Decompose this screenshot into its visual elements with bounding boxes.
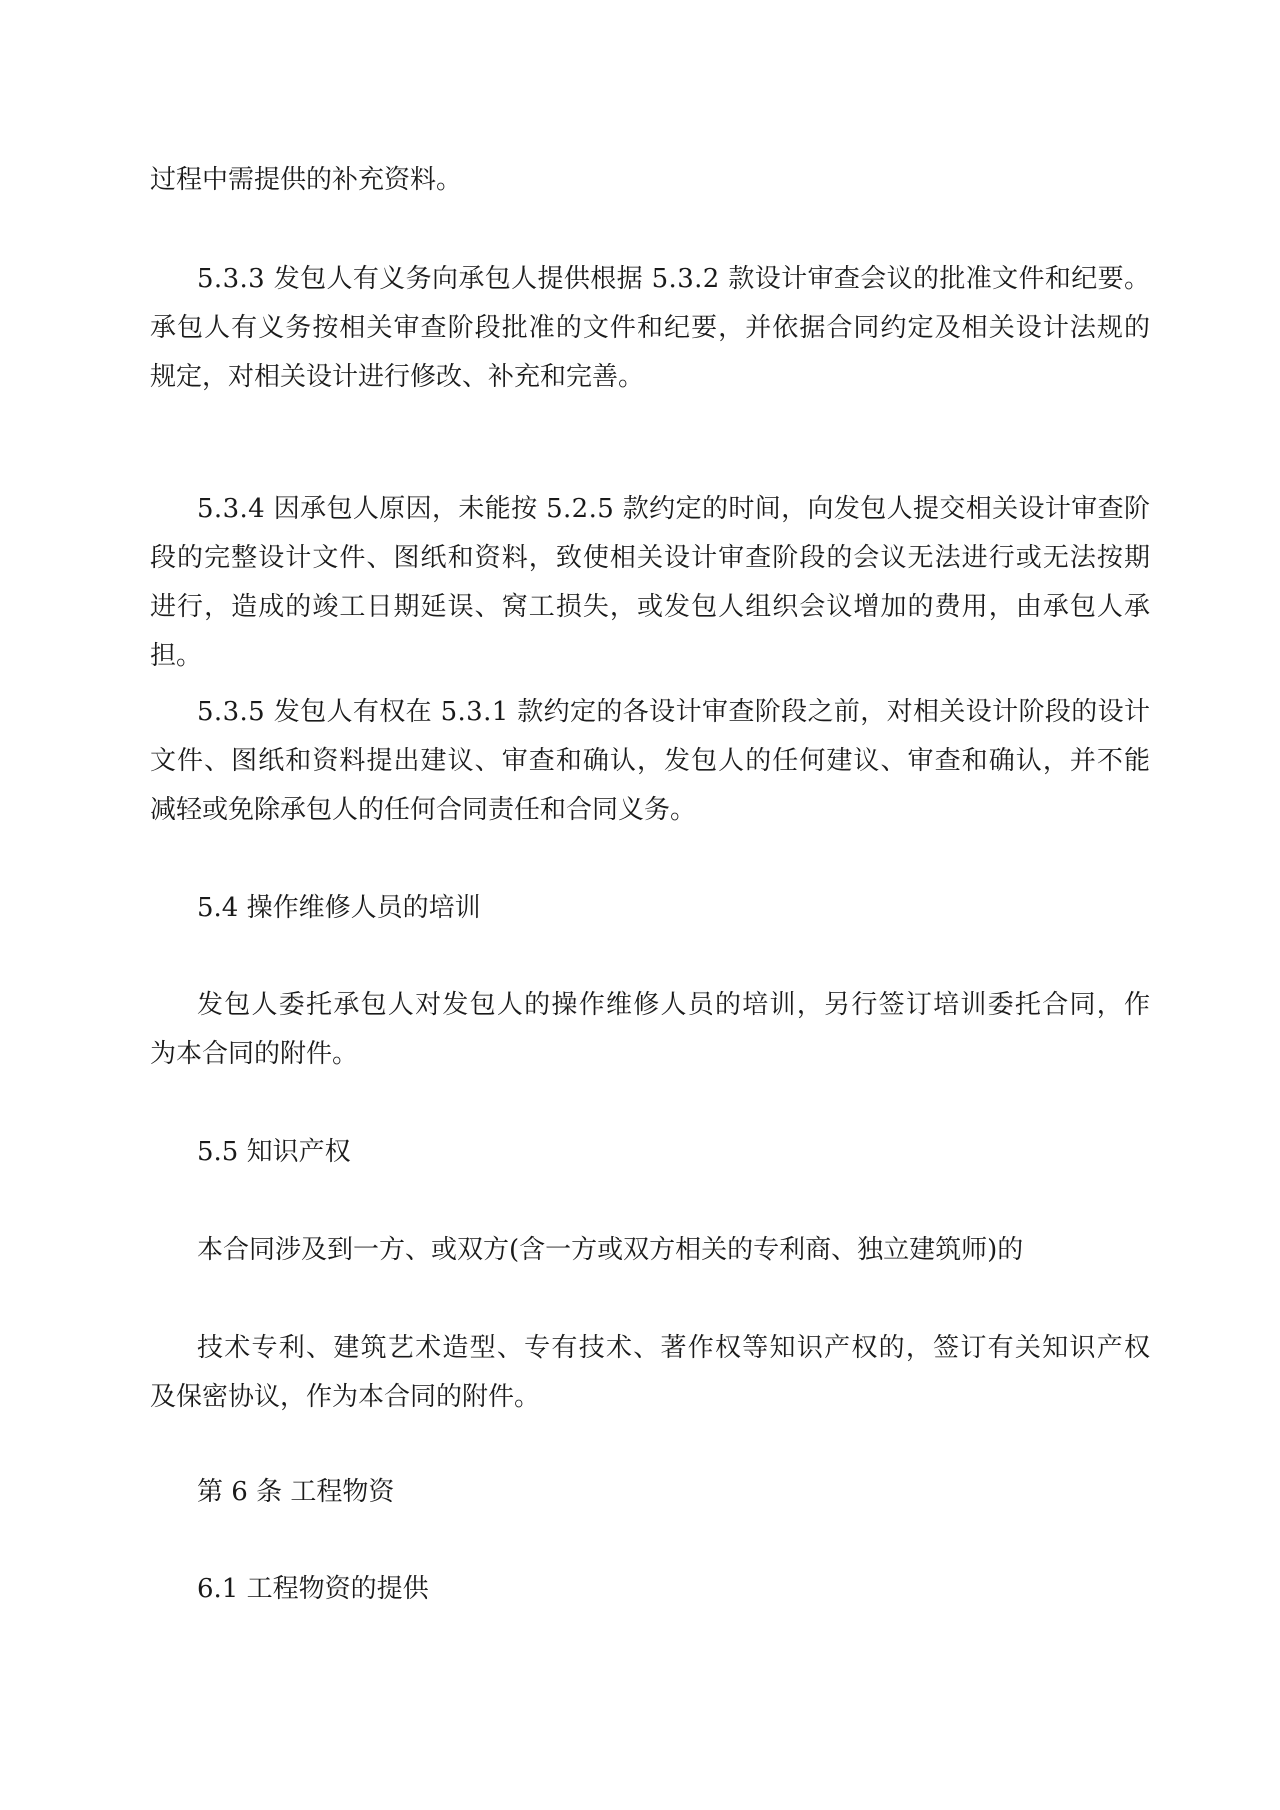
paragraph-line-row: [150, 884, 1150, 933]
paragraph-line: 5.3.3 发包人有义务向承包人提供根据 5.3.2 款设计审查会议的批准文件和纪要。: [197, 264, 1151, 294]
paragraph-line-row: [150, 304, 1150, 353]
paragraph-line: 技术专利、建筑艺术造型、专有技术、著作权等知识产权的，签订有关知识产权: [197, 1333, 1152, 1363]
paragraph-line-row: [150, 534, 1150, 583]
paragraph: [150, 156, 1150, 205]
paragraph-line: 规定，对相关设计进行修改、补充和完善。: [150, 362, 645, 392]
paragraph-line: 过程中需提供的补充资料。: [150, 165, 463, 195]
paragraph-line: 发包人委托承包人对发包人的操作维修人员的培训，另行签订培训委托合同，作: [197, 990, 1152, 1020]
paragraph-line-row: [150, 1324, 1150, 1373]
paragraph-line-row: [150, 1468, 1150, 1517]
paragraph-line: 6.1 工程物资的提供: [197, 1574, 429, 1604]
paragraph-line: 5.4 操作维修人员的培训: [197, 893, 481, 923]
paragraph-line-row: [150, 1226, 1150, 1275]
paragraph: [150, 1226, 1150, 1275]
paragraph-line-row: [150, 786, 1150, 835]
paragraph: [150, 884, 1150, 933]
paragraph-line-row: [150, 255, 1150, 304]
paragraph-line-row: [150, 688, 1150, 737]
paragraph-line: 5.3.5 发包人有权在 5.3.1 款约定的各设计审查阶段之前，对相关设计阶段的设计: [197, 697, 1151, 727]
paragraph-line: 5.5 知识产权: [197, 1137, 351, 1167]
paragraph-line: 为本合同的附件。: [150, 1039, 359, 1069]
paragraph-line-row: [150, 981, 1150, 1030]
paragraph-line-row: [150, 632, 1150, 681]
paragraph: [150, 1128, 1150, 1177]
paragraph-line-row: [150, 737, 1150, 786]
paragraph-line-row: [150, 583, 1150, 632]
paragraph-line-row: [150, 353, 1150, 402]
paragraph-line-row: [150, 1128, 1150, 1177]
paragraph: [150, 485, 1150, 681]
paragraph-line: 本合同涉及到一方、或双方(含一方或双方相关的专利商、独立建筑师)的: [197, 1235, 1024, 1265]
paragraph-line: 进行，造成的竣工日期延误、窝工损失，或发包人组织会议增加的费用，由承包人承: [150, 592, 1152, 622]
paragraph-line: 文件、图纸和资料提出建议、审查和确认，发包人的任何建议、审查和确认，并不能: [150, 746, 1152, 776]
paragraph-line: 段的完整设计文件、图纸和资料，致使相关设计审查阶段的会议无法进行或无法按期: [150, 543, 1152, 573]
paragraph-line-row: [150, 156, 1150, 205]
paragraph-line: 第 6 条 工程物资: [197, 1477, 395, 1507]
paragraph-line-row: [150, 1373, 1150, 1422]
paragraph-line-row: [150, 485, 1150, 534]
paragraph-line: 及保密协议，作为本合同的附件。: [150, 1382, 541, 1412]
paragraph: [150, 1324, 1150, 1422]
paragraph-line-row: [150, 1565, 1150, 1614]
paragraph: [150, 1468, 1150, 1517]
paragraph: [150, 255, 1150, 402]
paragraph-line: 减轻或免除承包人的任何合同责任和合同义务。: [150, 795, 697, 825]
paragraph-line: 担。: [150, 641, 203, 671]
paragraph-line: 5.3.4 因承包人原因，未能按 5.2.5 款约定的时间，向发包人提交相关设计审查阶: [197, 494, 1151, 524]
paragraph: [150, 981, 1150, 1079]
paragraph: [150, 688, 1150, 835]
paragraph: [150, 1565, 1150, 1614]
paragraph-line-row: [150, 1030, 1150, 1079]
paragraph-line: 承包人有义务按相关审查阶段批准的文件和纪要，并依据合同约定及相关设计法规的: [150, 313, 1152, 343]
